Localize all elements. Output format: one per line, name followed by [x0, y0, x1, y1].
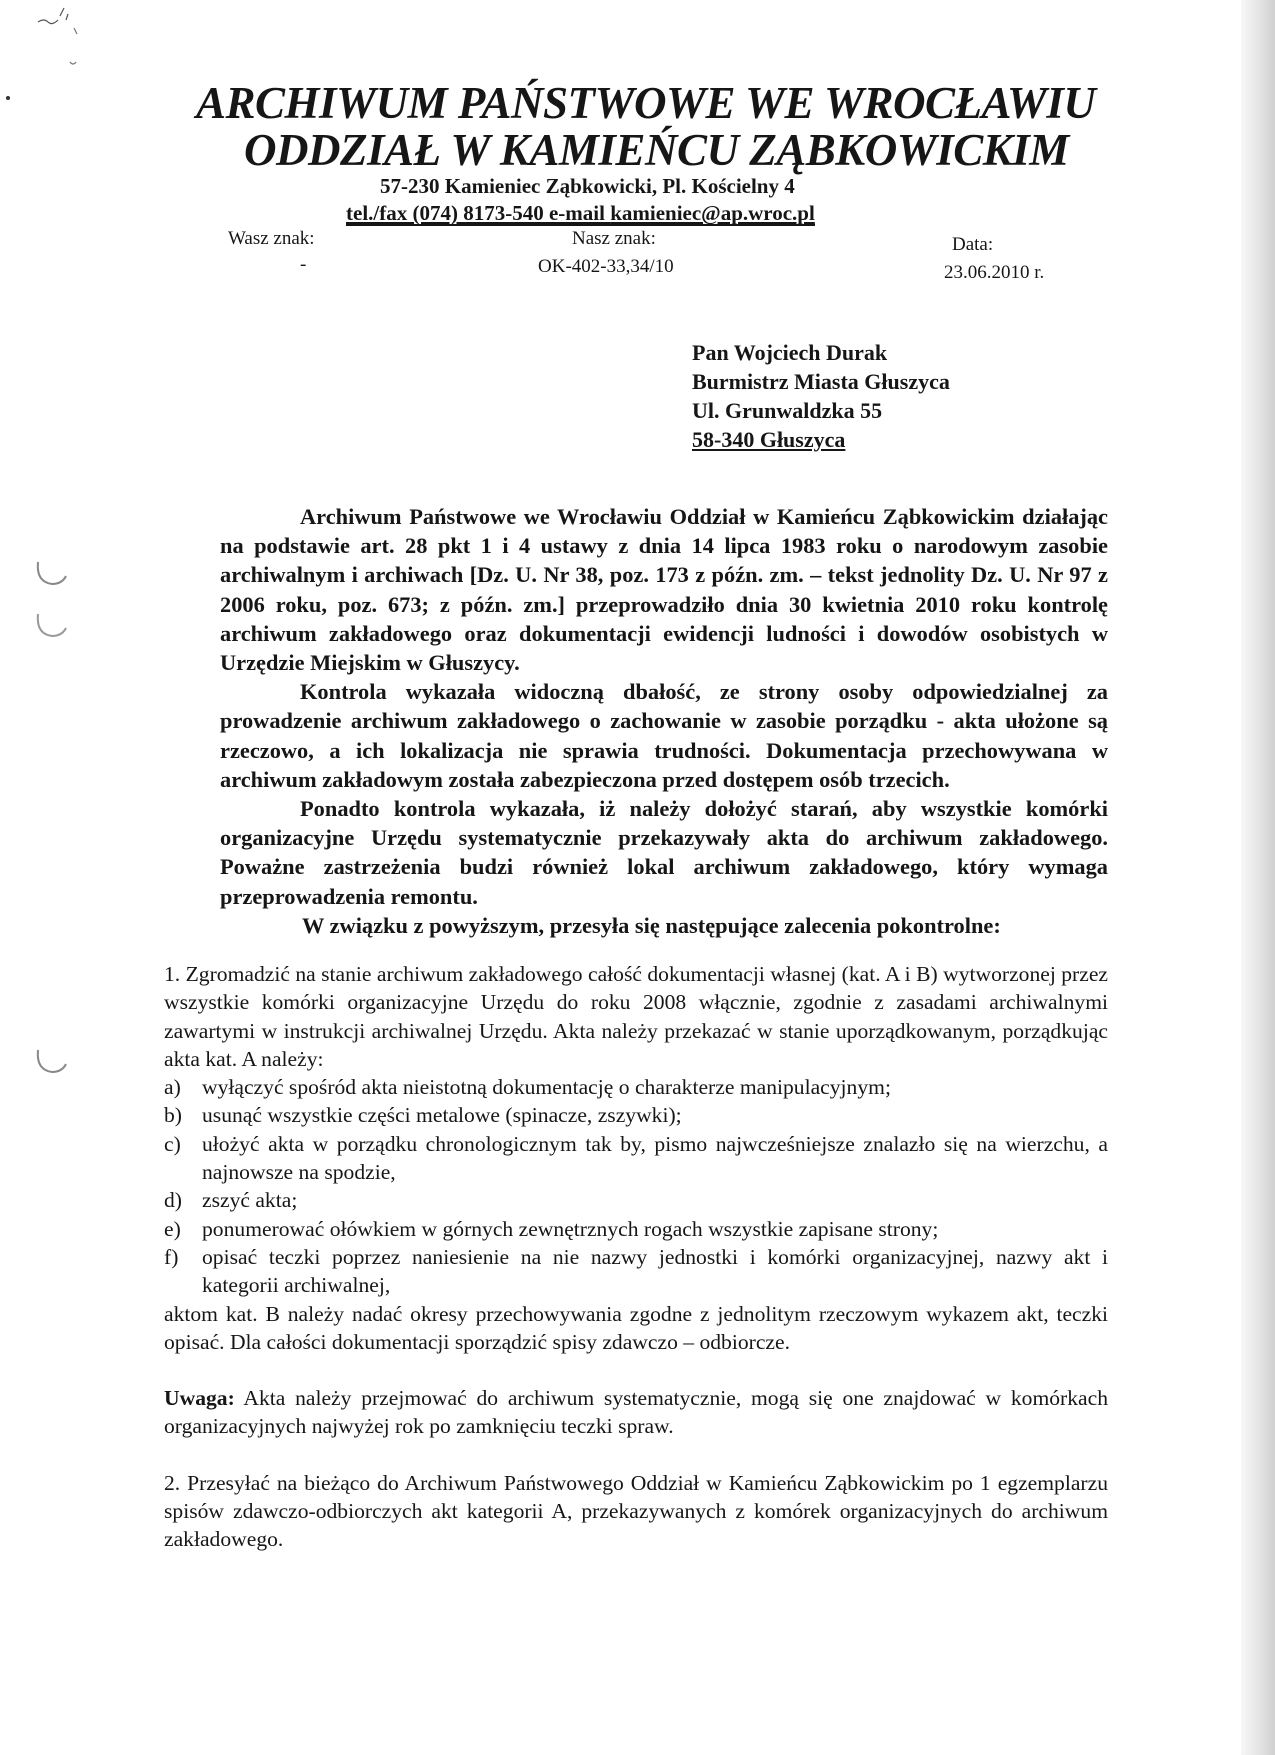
- recommendation-1-intro: 1. Zgromadzić na stanie archiwum zakładowego całość dokumentacji własnej (kat. A i B) wytworzonej przez wszystkie komórki organizacyjne Urzędu do roku 2008 włącznie, zgodnie z zasadami archiwalnymi zawartymi w instrukcji archiwalnej Urzędu. Akta należy przekazać w stanie uporządkowanym, porządkując akta kat. A należy:: [164, 962, 1108, 1071]
- recipient-block: [692, 338, 950, 454]
- list-marker: b): [164, 1103, 182, 1128]
- spacer: [164, 1356, 1108, 1384]
- institution-contact: [346, 202, 815, 226]
- recommendation-1-steps: [164, 1073, 1108, 1299]
- list-marker: e): [164, 1216, 181, 1241]
- contact-email-link[interactable]: kamieniec@ap.wroc.pl: [610, 201, 815, 225]
- list-text: wyłączyć spośród akta nieistotną dokumentację o charakterze manipulacyjnym;: [202, 1075, 891, 1100]
- punch-hole-mark: [28, 1040, 70, 1082]
- recipient-city: 58-340 Głuszyca: [692, 427, 846, 452]
- list-item: [164, 1101, 1108, 1129]
- institution-address: 57-230 Kamieniec Ząbkowicki, Pl. Kościelny 4: [380, 174, 795, 198]
- recommendations-section: [164, 960, 1108, 1554]
- list-item: [164, 1073, 1108, 1101]
- pen-scribble-mark: [30, 2, 90, 72]
- contact-phone-label: tel./fax (074) 8173-540 e-mail: [346, 201, 611, 225]
- list-item: [164, 1186, 1108, 1214]
- note-text: Akta należy przejmować do archiwum systematycznie, mogą się one znajdować w komórkach organizacyjnych najwyżej rok po zamknięciu teczki spraw.: [164, 1386, 1108, 1439]
- our-ref-label: Nasz znak:: [572, 228, 656, 249]
- branch-name: ODDZIAŁ W KAMIEŃCU ZĄBKOWICKIM: [244, 125, 1069, 175]
- spacer: [164, 1441, 1108, 1469]
- list-text: usunąć wszystkie części metalowe (spinacze, zszywki);: [202, 1103, 682, 1128]
- findings-section: [220, 502, 1108, 940]
- list-item: [164, 1130, 1108, 1187]
- list-text: opisać teczki poprzez naniesienie na nie nazwy jednostki i komórki organizacyjnej, nazwy akt i kategorii archiwalnej,: [202, 1244, 1108, 1298]
- recipient-street: Ul. Grunwaldzka 55: [692, 398, 883, 423]
- recommendation-2: 2. Przesyłać na bieżąco do Archiwum Państwowego Oddział w Kamieńcu Ząbkowickim po 1 egzemplarzu spisów zdawczo-odbiorczych akt kategorii A, przekazywanych z komórek organizacyjnych do archiwum zakładowego.: [164, 1470, 1108, 1552]
- scan-edge-shadow: [1241, 0, 1275, 1755]
- paragraph: W związku z powyższym, przesyła się następujące zalecenia pokontrolne:: [302, 912, 1001, 938]
- paragraph: Ponadto kontrola wykazała, iż należy dołożyć starań, aby wszystkie komórki organizacyjne Urzędu systematycznie przekazywały akta do archiwum zakładowego. Poważne zastrzeżenia budzi również lokal archiwum zakładowego, który wymaga przeprowadzenia remontu.: [220, 796, 1108, 909]
- list-text: ponumerować ołówkiem w górnych zewnętrznych rogach wszystkie zapisane strony;: [202, 1216, 939, 1241]
- list-marker: f): [164, 1244, 179, 1269]
- list-text: zszyć akta;: [202, 1188, 298, 1213]
- list-text: ułożyć akta w porządku chronologicznym tak by, pismo najwcześniejsze znalazło się na wierzchu, a najnowsze na spodzie,: [202, 1131, 1108, 1185]
- list-item: [164, 1215, 1108, 1243]
- institution-name: ARCHIWUM PAŃSTWOWE WE WROCŁAWIU: [196, 78, 1096, 128]
- note-paragraph: [164, 1384, 1108, 1441]
- paragraph: Kontrola wykazała widoczną dbałość, ze strony osoby odpowiedzialnej za prowadzenie archiwum zakładowego o zachowanie w zasobie porządku - akta ułożone są rzeczowo, a ich lokalizacja nie sprawia trudności. Dokumentacja przechowywana w archiwum zakładowym została zabezpieczona przed dostępem osób trzecich.: [220, 679, 1108, 792]
- your-ref-value: -: [300, 254, 307, 275]
- note-label: Uwaga:: [164, 1386, 235, 1411]
- our-ref-value: OK-402-33,34/10: [538, 256, 674, 277]
- speck-mark: [6, 96, 10, 100]
- list-marker: d): [164, 1188, 182, 1213]
- recipient-title: Burmistrz Miasta Głuszyca: [692, 369, 950, 394]
- recipient-name: Pan Wojciech Durak: [692, 340, 888, 365]
- recommendation-1-closing: aktom kat. B należy nadać okresy przechowywania zgodne z jednolitym rzeczowym wykazem akt, teczki opisać. Dla całości dokumentacji sporządzić spisy zdawczo – odbiorcze.: [164, 1301, 1108, 1354]
- your-ref-label: Wasz znak:: [228, 228, 315, 249]
- date-label: Data:: [952, 234, 994, 255]
- list-marker: c): [164, 1131, 181, 1156]
- punch-hole-mark: [28, 604, 70, 646]
- punch-hole-mark: [28, 552, 70, 594]
- date-value: 23.06.2010 r.: [944, 262, 1045, 283]
- list-item: [164, 1243, 1108, 1300]
- list-marker: a): [164, 1075, 181, 1100]
- paragraph: Archiwum Państwowe we Wrocławiu Oddział w Kamieńcu Ząbkowickim działając na podstawie art. 28 pkt 1 i 4 ustawy z dnia 14 lipca 1983 roku o narodowym zasobie archiwalnym i archiwach [Dz. U. Nr 38, poz. 173 z późn. zm. – tekst jednolity Dz. U. Nr 97 z 2006 roku, poz. 673; z późn. zm.] przeprowadziło dnia 30 kwietnia 2010 roku kontrolę archiwum zakładowego oraz dokumentacji ewidencji ludności i dowodów osobistych w Urzędzie Miejskim w Głuszycy.: [220, 504, 1108, 676]
